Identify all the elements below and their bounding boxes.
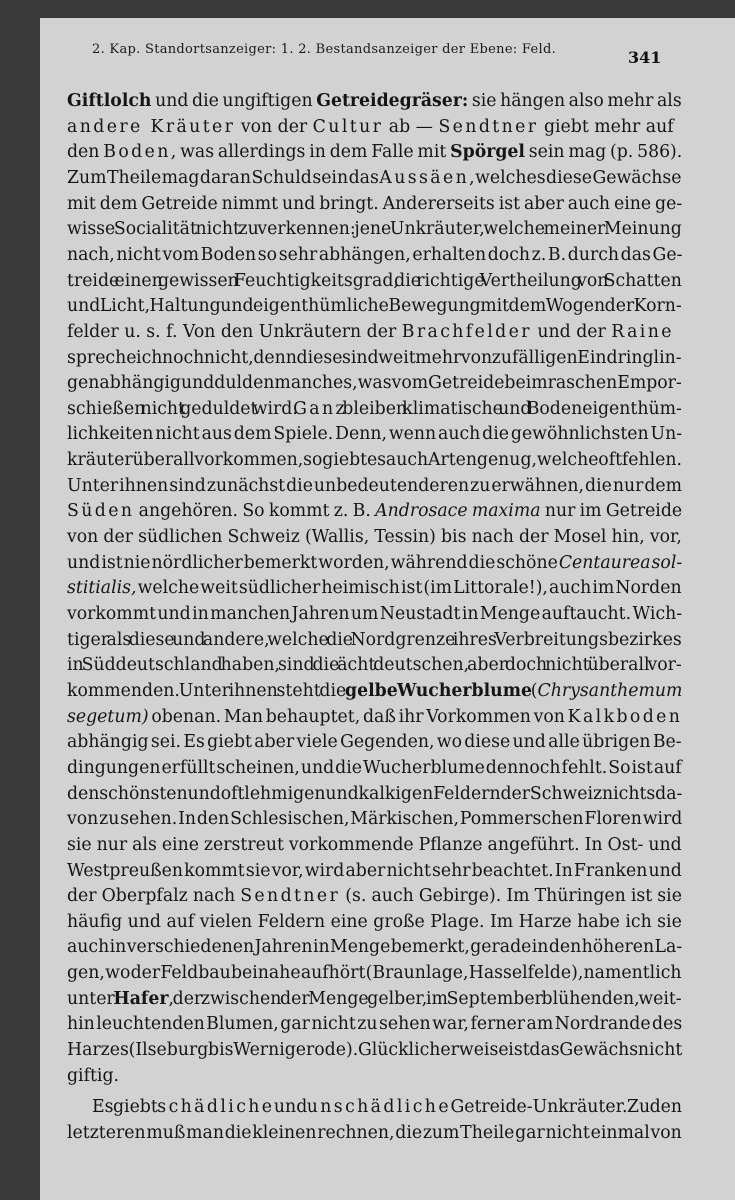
text-line xyxy=(67,88,682,114)
text-line xyxy=(67,883,682,909)
text-segment: giebt mehr auf xyxy=(538,116,674,137)
text-segment: felder u. s. f. Von den Unkräutern der xyxy=(67,321,402,342)
text-segment: hin leuchtenden Blumen, gar nicht zu sehen war, ferner am Nordrande des xyxy=(67,1014,683,1035)
text-segment: , welches diese Gewächse xyxy=(469,167,682,188)
text-line xyxy=(67,396,682,422)
text-line xyxy=(67,293,682,319)
text-segment: ab — xyxy=(383,116,439,137)
text-line xyxy=(67,858,682,884)
text-segment: von der südlichen Schweiz (Wallis, Tessin) bis nach der Mosel hin, vor, xyxy=(67,527,682,548)
bold-term: Spörgel xyxy=(450,142,525,163)
text-line xyxy=(67,575,682,601)
text-segment: Unter ihnen sind zunächst die unbedeutenderen zu erwähnen, die nur dem xyxy=(67,475,683,496)
spaced-term: Aussäen xyxy=(379,167,470,188)
text-line xyxy=(67,960,682,986)
text-line xyxy=(67,319,682,345)
text-segment: kräuter überall vorkommen, so giebt es auch Arten genug, welche oft fehlen. xyxy=(67,450,683,471)
text-line xyxy=(67,704,682,730)
text-segment: treide einen gewissen Feuchtigkeitsgrad, die richtige Vertheilung von Schatten xyxy=(67,270,682,291)
text-segment: obenan. Man behauptet, daß ihr Vorkommen von xyxy=(148,706,568,727)
text-segment: dingungen erfüllt scheinen, und die Wucherblume dennoch fehlt. So ist auf xyxy=(67,757,682,778)
spaced-term: Sendtner xyxy=(438,116,539,137)
text-line xyxy=(67,216,682,242)
text-segment: den xyxy=(67,142,104,163)
text-segment: und die ungiftigen xyxy=(151,91,317,111)
text-segment: schießen nicht geduldet wird. xyxy=(67,398,294,419)
text-line xyxy=(67,832,682,858)
text-line xyxy=(67,165,682,191)
text-segment: lichkeiten nicht aus dem Spiele. Denn, wenn auch die gewöhnlichsten Un- xyxy=(67,424,683,445)
text-segment: auch in verschiedenen Jahren in Menge bemerkt, gerade in den höheren La- xyxy=(67,937,683,958)
text-segment: der Oberpfalz nach xyxy=(67,886,241,907)
text-segment: ( xyxy=(532,680,538,701)
text-segment: und der xyxy=(531,321,612,342)
text-segment: und ist nie nördlicher bemerkt worden, während die schöne xyxy=(67,552,559,573)
text-line xyxy=(67,114,682,140)
text-line xyxy=(67,601,682,627)
text-segment: , was allerdings in dem Falle mit xyxy=(170,142,451,163)
text-line xyxy=(67,934,682,960)
text-segment: abhängig sei. Es giebt aber viele Gegenden, wo diese und alle übrigen Be- xyxy=(67,732,682,753)
text-line xyxy=(67,729,682,755)
text-line xyxy=(67,909,682,935)
text-segment: vorkommt und in manchen Jahren um Neustadt in Menge auftaucht. Wich- xyxy=(67,604,683,624)
text-line xyxy=(67,473,682,499)
text-line xyxy=(67,345,682,371)
spaced-term: Boden xyxy=(103,142,171,163)
text-line xyxy=(92,1094,682,1120)
text-line xyxy=(67,370,682,396)
text-segment: von zu sehen. In den Schlesischen, Märkischen, Pommerschen Floren wird xyxy=(67,809,683,830)
spaced-term: unschädliche xyxy=(306,1097,451,1118)
text-line xyxy=(67,986,682,1012)
text-line xyxy=(67,524,682,550)
spaced-term: Süden xyxy=(67,501,135,522)
text-line xyxy=(67,242,682,268)
text-segment: gen, wo der Feldbau beinahe aufhört (Braunlage, Hasselfelde), namentlich xyxy=(67,963,682,984)
spaced-term: Cultur xyxy=(312,116,384,137)
text-segment: häufig und auf vielen Feldern eine große Plage. Im Harze habe ich sie xyxy=(67,911,682,932)
text-line xyxy=(67,550,682,576)
running-header: 2. Kap. Standortsanzeiger: 1. 2. Bestandsanzeiger der Ebene: Feld. xyxy=(92,42,557,57)
text-segment: wisse Socialität nicht zu verkennen: jene Unkräuter, welche meiner Meinung xyxy=(67,219,682,240)
text-line xyxy=(67,268,682,294)
text-segment: sie hängen also mehr als xyxy=(468,91,682,111)
text-segment: angehören. So kommt z. B. xyxy=(134,501,376,522)
text-segment: tiger als diese und andere, welche die Nordgrenze ihres Verbreitungsbezirkes xyxy=(67,629,682,650)
spaced-term: Ganz xyxy=(293,398,348,419)
text-segment: kommenden. Unter ihnen steht die xyxy=(67,680,346,701)
bold-term: Giftlolch xyxy=(67,91,152,111)
text-segment: sie nur als eine zerstreut vorkommende Pflanze angeführt. In Ost- und xyxy=(67,834,682,855)
text-segment: Es giebt xyxy=(92,1097,158,1118)
spaced-term: Raine xyxy=(611,321,674,342)
page-number: 341 xyxy=(628,48,662,67)
spaced-term: Sendtner xyxy=(240,886,341,907)
text-segment: den schönsten und oft lehmigen und kalkigen Feldern der Schweiz nichts da- xyxy=(67,783,683,804)
text-segment: , der zwischen der Menge gelber, im September blühenden, weit- xyxy=(168,988,682,1009)
text-line xyxy=(67,191,682,217)
text-line xyxy=(67,755,682,781)
text-line xyxy=(67,806,682,832)
text-line xyxy=(67,1120,682,1146)
spaced-term: schädliche xyxy=(157,1097,275,1118)
text-segment: Getreide-Unkräuter. Zu den xyxy=(450,1097,682,1118)
text-segment: Westpreußen kommt sie vor, wird aber nicht sehr beachtet. In Franken und xyxy=(67,860,682,881)
text-segment: in Süddeutschland haben, sind die ächt deutschen, aber doch nicht überall vor- xyxy=(67,655,682,676)
latin-name: Chrysanthemum xyxy=(537,680,683,701)
text-segment: von der xyxy=(235,116,313,137)
text-segment: gen abhängig und dulden manches, was vom Getreide beim raschen Empor- xyxy=(67,373,682,394)
text-segment: mit dem Getreide nimmt und bringt. Andererseits ist aber auch eine ge- xyxy=(67,193,683,214)
text-segment: nur im Getreide xyxy=(540,501,683,522)
text-segment: spreche ich noch nicht, denn diese sind weit mehr von zufälligen Eindringlin- xyxy=(67,347,682,368)
bold-term: gelbe Wucherblume xyxy=(345,680,532,701)
bold-term: Getreidegräser: xyxy=(316,91,469,111)
text-segment: (s. auch Gebirge). Im Thüringen ist sie xyxy=(340,886,682,907)
text-line xyxy=(67,678,682,704)
text-line xyxy=(67,498,682,524)
spaced-term: Kalkboden xyxy=(567,706,683,727)
text-line xyxy=(67,781,682,807)
text-line xyxy=(67,627,682,653)
text-line xyxy=(67,1011,682,1037)
text-segment: unter xyxy=(67,988,114,1009)
text-line xyxy=(67,447,682,473)
text-line xyxy=(67,1037,682,1063)
bold-term: Hafer xyxy=(113,988,169,1009)
spaced-term: andere Kräuter xyxy=(67,116,236,137)
text-segment: Harzes (Ilseburg bis Wernigerode). Glücklicherweise ist das Gewächs nicht xyxy=(67,1040,683,1061)
text-segment: bleiben klimatische und Bodeneigenthüm- xyxy=(347,398,682,419)
text-segment: welche weit südlicher heimisch ist (im Littorale!), auch im Norden xyxy=(136,578,682,599)
latin-name: Androsace maxima xyxy=(375,501,541,522)
text-segment: und Licht, Haltung und eigenthümliche Bewegung mit dem Wogen der Korn- xyxy=(67,296,682,317)
text-segment: und xyxy=(274,1097,307,1118)
spaced-term: Brachfelder xyxy=(401,321,532,342)
text-segment: nach, nicht vom Boden so sehr abhängen, erhalten doch z. B. durch das Ge- xyxy=(67,244,683,265)
text-line xyxy=(67,139,682,165)
text-line xyxy=(67,1063,119,1089)
latin-name: stitialis, xyxy=(67,578,137,599)
text-segment: giftig. xyxy=(67,1065,120,1086)
text-segment: letzteren muß man die kleinen rechnen, die zum Theile gar nicht einmal von xyxy=(67,1123,682,1143)
text-segment: Zum Theile mag daran Schuld sein das xyxy=(67,167,380,188)
latin-name: segetum) xyxy=(67,706,149,727)
text-segment: sein mag (p. 586). xyxy=(524,142,683,163)
text-line xyxy=(67,652,682,678)
latin-name: Centaurea sol- xyxy=(558,552,683,573)
text-line xyxy=(67,421,682,447)
